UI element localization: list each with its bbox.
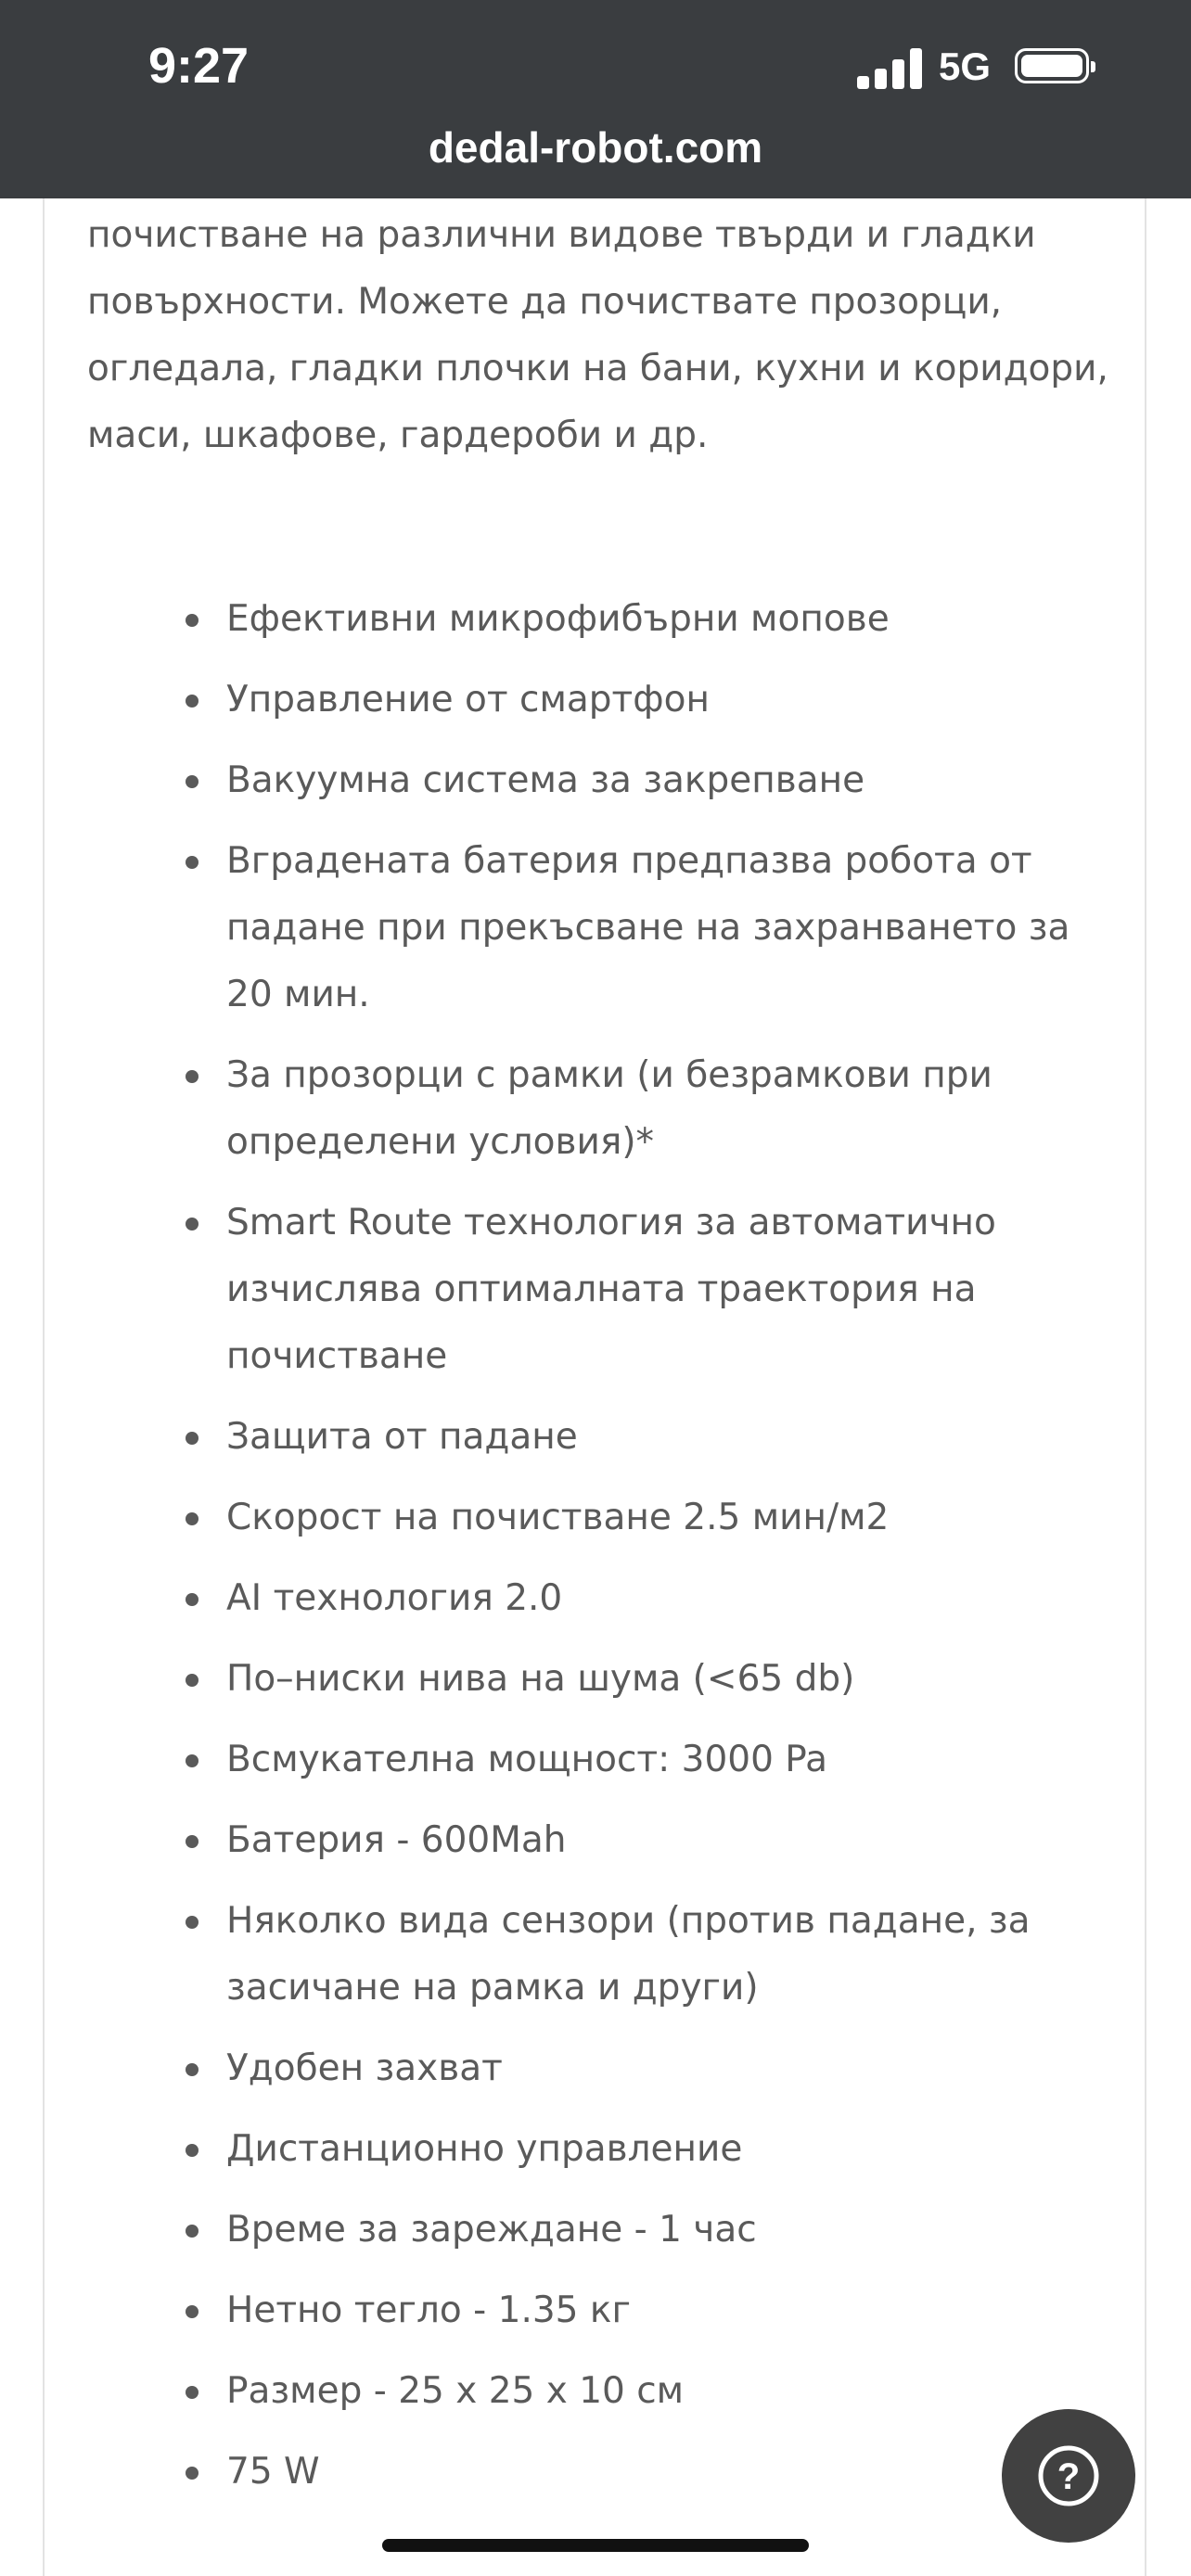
list-item: Вакуумна система за закрепване	[45, 747, 1148, 814]
status-bar	[0, 0, 1191, 198]
intro-paragraph: почистване на различни видове твърди и гладки повърхности. Можете да почиствате прозорци, огледала, гладки плочки на бани, кухни и коридори, маси, шкафове, гардероби и др.	[87, 214, 1108, 456]
network-type: 5G	[939, 45, 992, 88]
article-content	[43, 198, 1146, 2576]
list-item: AI технология 2.0	[45, 1565, 1148, 1632]
help-symbol: ?	[1057, 2456, 1081, 2497]
list-item: Нетно тегло - 1.35 кг	[45, 2277, 1148, 2344]
list-item: Дистанционно управление	[45, 2116, 1148, 2183]
help-icon	[1002, 2409, 1135, 2543]
list-item: За прозорци с рамки (и безрамкови при определени условия)*	[45, 1042, 1148, 1176]
list-item: Батерия - 600Mah	[45, 1807, 1148, 1874]
list-item: Размер - 25 x 25 x 10 см	[45, 2358, 1148, 2425]
status-time: 9:27	[148, 38, 250, 94]
list-item: Защита от падане	[45, 1404, 1148, 1471]
features-list	[45, 586, 1148, 2519]
list-item: Време за зареждане - 1 час	[45, 2197, 1148, 2264]
list-item: Няколко вида сензори (против падане, за засичане на рамка и други)	[45, 1888, 1148, 2021]
list-item: Управление от смартфон	[45, 667, 1148, 733]
home-indicator[interactable]	[382, 2539, 809, 2552]
list-item: Smart Route технология за автоматично изчислява оптималната траектория на почистване	[45, 1190, 1148, 1390]
address-bar-url[interactable]: dedal-robot.com	[428, 123, 763, 172]
list-item: Удобен захват	[45, 2035, 1148, 2102]
list-item: Ефективни микрофибърни мопове	[45, 586, 1148, 653]
list-item: Вградената батерия предпазва робота от падане при прекъсване на захранването за 20 мин.	[45, 828, 1148, 1028]
list-item: Всмукателна мощност: 3000 Pa	[45, 1727, 1148, 1793]
list-item: Скорост на почистване 2.5 мин/м2	[45, 1485, 1148, 1551]
list-item: 75 W	[45, 2439, 1148, 2506]
battery-icon	[1015, 48, 1089, 83]
list-item: По–ниски нива на шума (<65 db)	[45, 1646, 1148, 1713]
cellular-signal-icon	[857, 48, 924, 89]
help-button[interactable]	[1002, 2409, 1135, 2543]
